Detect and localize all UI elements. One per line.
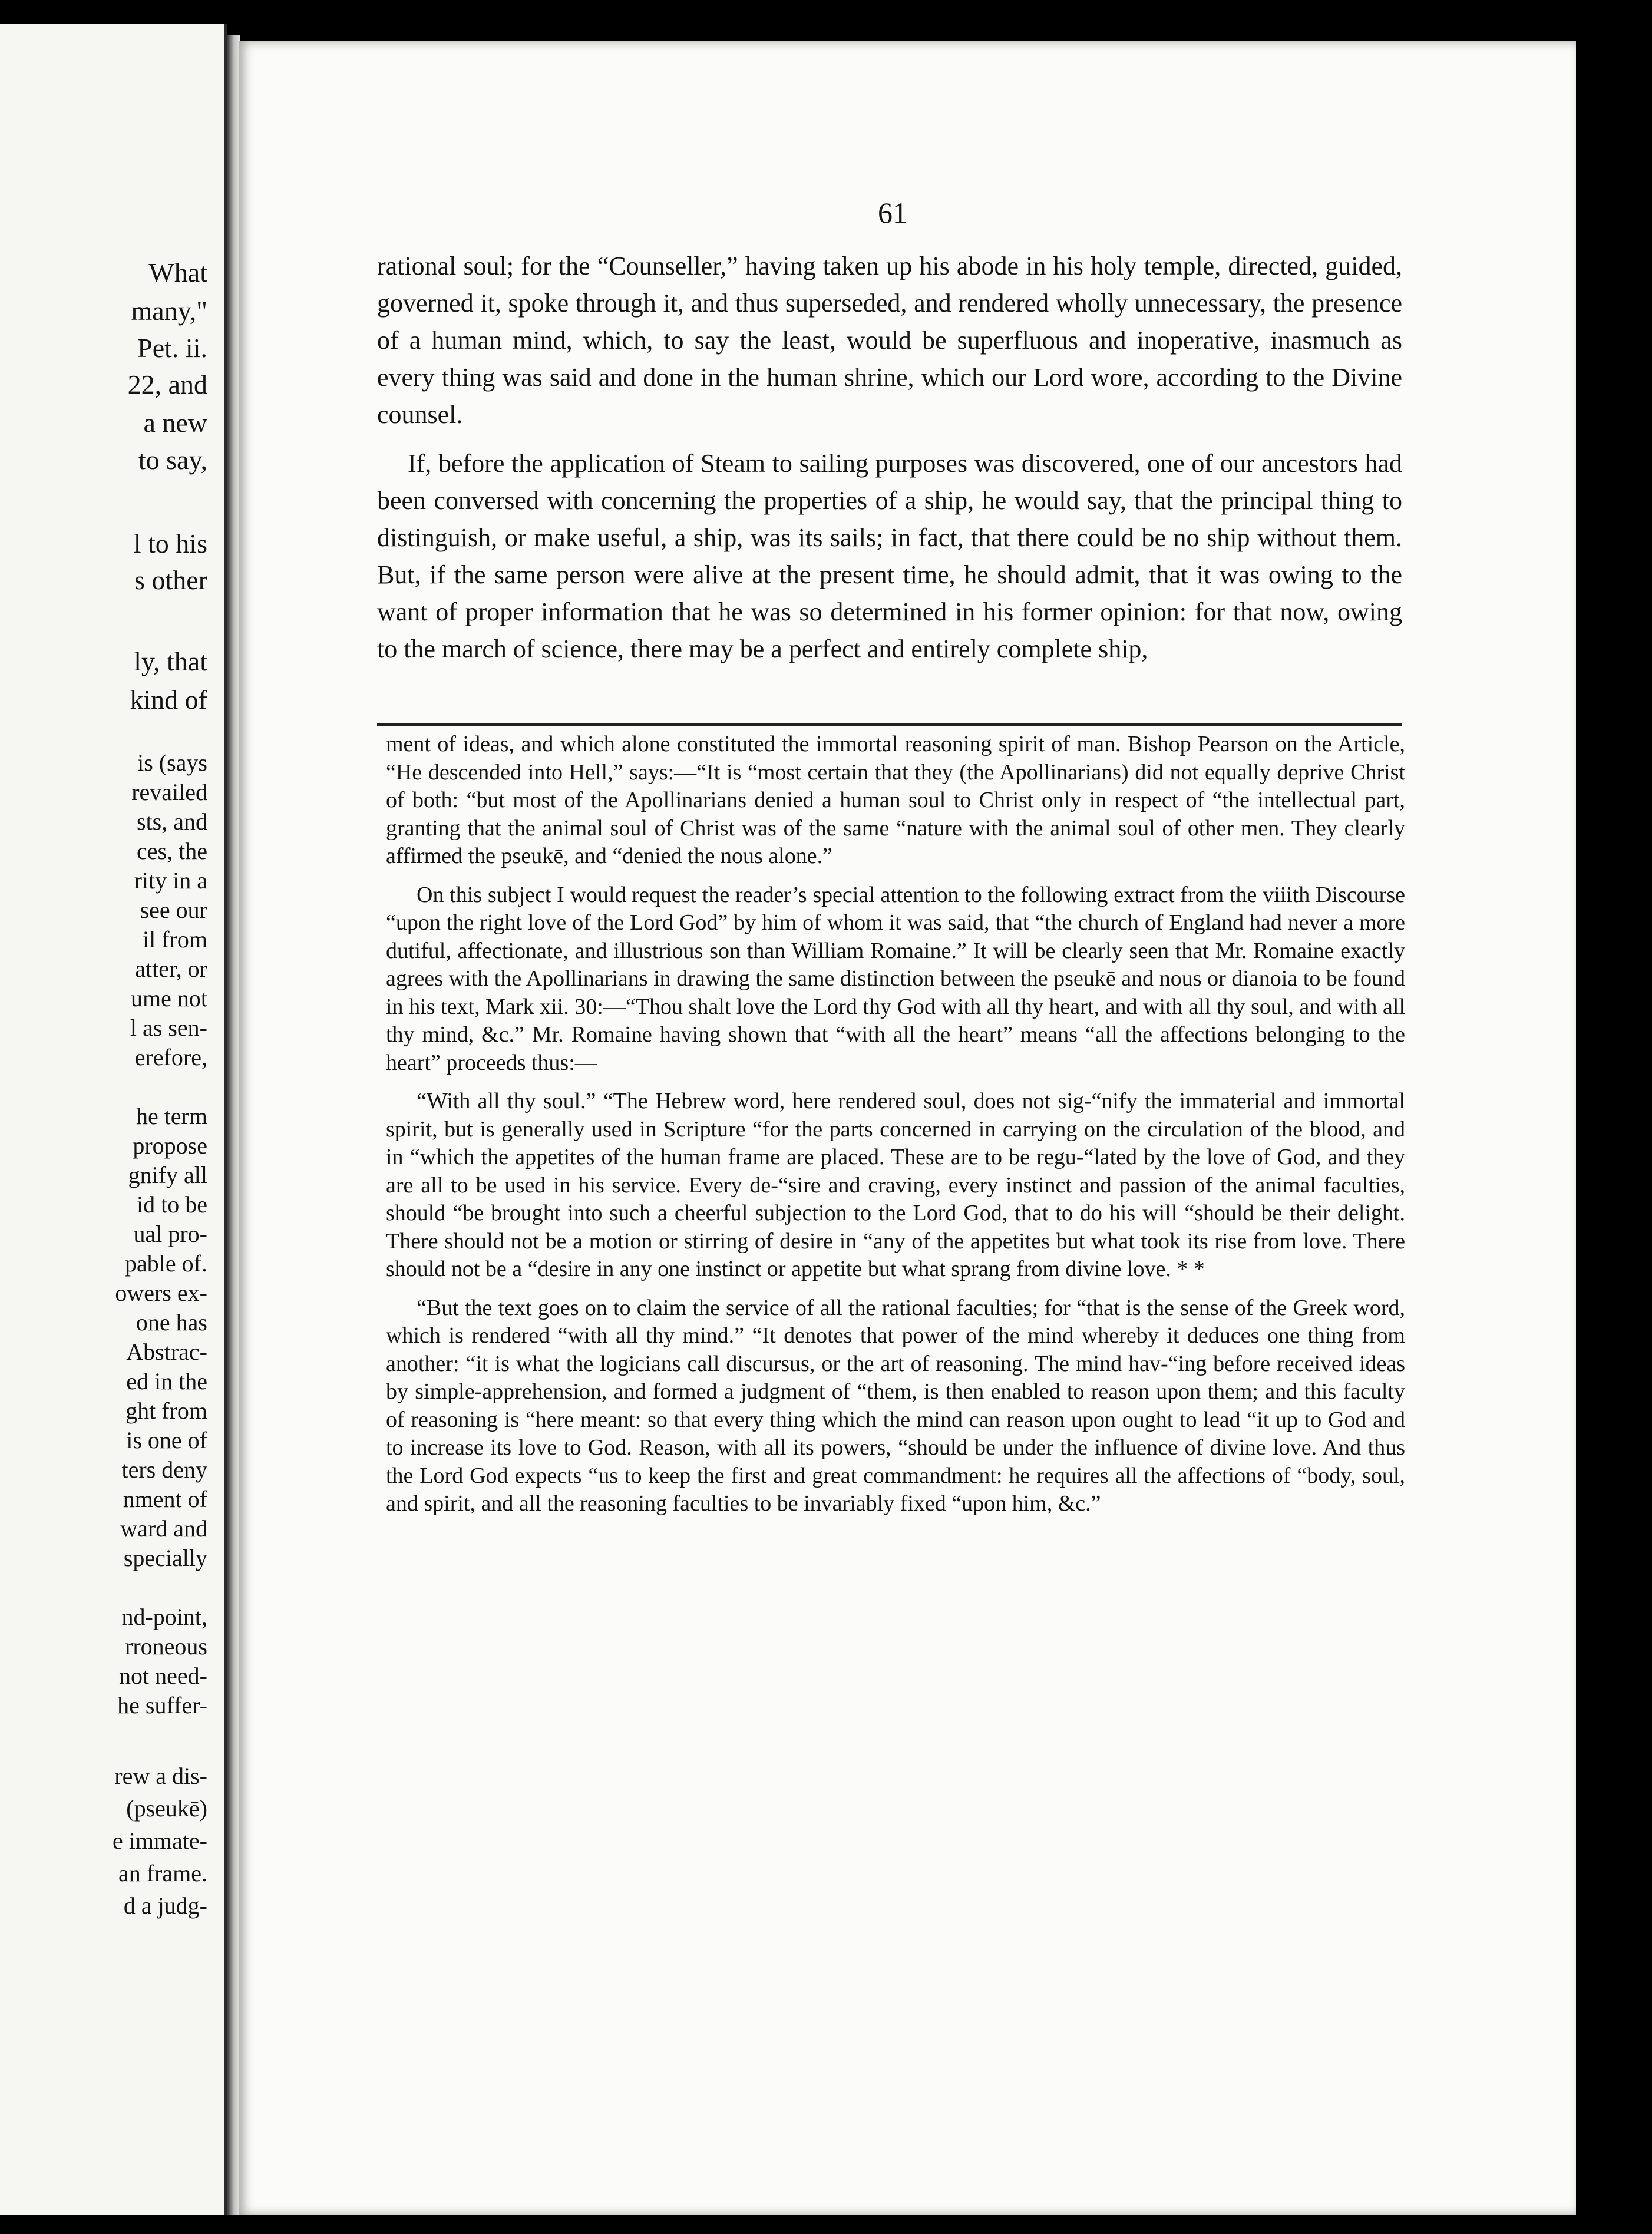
left-text-fragment: a new xyxy=(143,408,207,438)
left-text-fragment: s other xyxy=(134,565,207,595)
left-text-fragment: propose xyxy=(133,1132,207,1159)
left-text-fragment: d a judg- xyxy=(123,1892,207,1919)
left-text-fragment: e immate- xyxy=(112,1827,207,1854)
footnote-divider xyxy=(377,723,1402,726)
left-text-fragment: one has xyxy=(136,1309,207,1336)
left-text-fragment: il from xyxy=(143,926,207,953)
left-text-fragment: revailed xyxy=(131,779,207,805)
left-text-fragment: ly, that xyxy=(134,646,207,676)
left-text-fragment: What xyxy=(148,257,207,287)
left-text-fragment: ward and xyxy=(120,1515,207,1542)
left-text-fragment: specially xyxy=(123,1545,207,1571)
left-text-fragment: he term xyxy=(136,1103,207,1129)
left-text-fragment: kind of xyxy=(130,685,207,715)
left-text-fragment: nd-point, xyxy=(121,1604,207,1630)
left-text-fragment: Pet. ii. xyxy=(137,333,207,363)
left-page-fragment xyxy=(0,24,227,2215)
footnote-paragraph: “With all thy soul.” “The Hebrew word, here rendered soul, does not sig-“nify the immaterial and immortal spirit, but is generally used in Scripture “for the parts concerned in carrying on the circulation of the blood, and in “which the appetites of the human frame are placed. These are to be regu-“lated by the love of God, and they are all to be used in his service. Every de-“sire and craving, every instinct and passion of the animal faculties, should “be brought into such a cheerful subjection to the Lord God, that to do his will “should be their delight. There should not be a motion or stirring of desire in “any of the appetites but what took its rise from love. There should not be a “desire in any one instinct or appetite but what sprang from divine love. * * xyxy=(386,1089,1405,1281)
footnote-paragraph: “But the text goes on to claim the service of all the rational faculties; for “that is the sense of the Greek word, which is rendered “with all thy mind.” “It denotes that power of the mind whereby it deduces one thing from another: “it is what the logicians call discursus, or the art of reasoning. The mind hav-“ing before received ideas by simple-apprehension, and formed a judgment of “them, is then enabled to reason upon them; and this faculty of reasoning is “here meant: so that every thing which the mind can reason upon ought to lead “it up to God and to increase its love to God. Reason, with all its powers, “should be under the influence of divine love. And thus the Lord God expects “us to keep the first and great commandment: he requires all the affections of “body, soul, and spirit, and all the reasoning faculties to be invariably fixed “upon him, &c.” xyxy=(386,1295,1405,1516)
left-text-fragment: owers ex- xyxy=(115,1280,207,1306)
left-text-fragment: l as sen- xyxy=(130,1014,207,1041)
left-text-fragment: nment of xyxy=(123,1486,207,1512)
left-text-fragment: ces, the xyxy=(137,838,207,864)
left-text-fragment: an frame. xyxy=(118,1860,207,1886)
left-text-fragment: gnify all xyxy=(128,1162,207,1188)
footnote-paragraph: On this subject I would request the reader’s special attention to the following extract from the viiith Discourse “upon the right love of the Lord God” by him of whom it was said, that “the church of England had never a more dutiful, affectionate, and illustrious son than William Romaine.” It will be clearly seen that Mr. Romaine exactly agrees with the Apollinarians in drawing the same distinction between the pseukē and nous or dianoia to be found in his text, Mark xii. 30:—“Thou shalt love the Lord thy God with all thy heart, and with all thy soul, and with all thy mind, &c.” Mr. Romaine having shown that “with all the heart” means “all the affections belonging to the heart” proceeds thus:— xyxy=(386,882,1405,1075)
left-text-fragment: ed in the xyxy=(126,1368,207,1394)
main-text xyxy=(377,247,1402,679)
left-text-fragment: Abstrac- xyxy=(126,1339,207,1365)
main-paragraph: If, before the application of Steam to sailing purposes was discovered, one of our ancestors had been conversed with concerning the properties of a ship, he would say, that the principal thing to distinguish, or make useful, a ship, was its sails; in fact, that there could be no ship without them. But, if the same person were alive at the present time, he should admit, that it was owing to the want of proper information that he was so determined in his former opinion: for that now, owing to the march of science, there may be a perfect and entirely complete ship, xyxy=(377,449,1402,663)
main-paragraph: rational soul; for the “Counseller,” having taken up his abode in his holy temple, directed, guided, governed it, spoke through it, and thus superseded, and rendered wholly unnecessary, the presence of a human mind, which, to say the least, would be superfluous and inoperative, inasmuch as every thing was said and done in the human shrine, which our Lord wore, according to the Divine counsel. xyxy=(377,252,1402,429)
left-text-fragment: to say, xyxy=(138,445,207,475)
left-text-fragment: ght from xyxy=(125,1397,207,1424)
left-text-fragment: ume not xyxy=(131,985,207,1012)
left-text-fragment: he suffer- xyxy=(117,1692,207,1719)
left-text-fragment: 22, and xyxy=(127,369,207,399)
left-text-fragment: many," xyxy=(131,296,207,326)
left-text-fragment: (pseukē) xyxy=(126,1795,207,1822)
left-text-fragment: atter, or xyxy=(135,956,207,982)
left-text-fragment: see our xyxy=(140,897,207,923)
left-text-fragment: erefore, xyxy=(134,1044,207,1070)
left-text-fragment: is one of xyxy=(126,1427,207,1453)
left-text-fragment: id to be xyxy=(137,1191,207,1218)
left-text-fragment: rroneous xyxy=(125,1633,207,1660)
page-number: 61 xyxy=(878,196,907,229)
left-text-fragment: sts, and xyxy=(137,808,207,835)
left-text-fragment: l to his xyxy=(133,528,207,558)
footnote-text xyxy=(386,731,1405,1529)
left-text-fragment: not need- xyxy=(119,1663,207,1689)
left-text-fragment: rew a dis- xyxy=(114,1763,207,1789)
left-text-fragment: ters deny xyxy=(121,1456,207,1483)
left-text-fragment: pable of. xyxy=(125,1250,207,1277)
left-text-fragment: rity in a xyxy=(134,867,207,894)
left-text-fragment: is (says xyxy=(137,749,207,776)
footnote-paragraph: ment of ideas, and which alone constituted the immortal reasoning spirit of man. Bishop Pearson on the Article, “He descended into Hell,” says:—“It is “most certain that they (the Apollinarians) did not equally deprive Christ of both: “but most of the Apollinarians denied a human soul to Christ only in respect of “the intellectual part, granting that the animal soul of Christ was of the same “nature with the animal soul of other men. They clearly affirmed the pseukē, and “denied the nous alone.” xyxy=(386,732,1405,868)
left-text-fragment: ual pro- xyxy=(133,1221,207,1247)
